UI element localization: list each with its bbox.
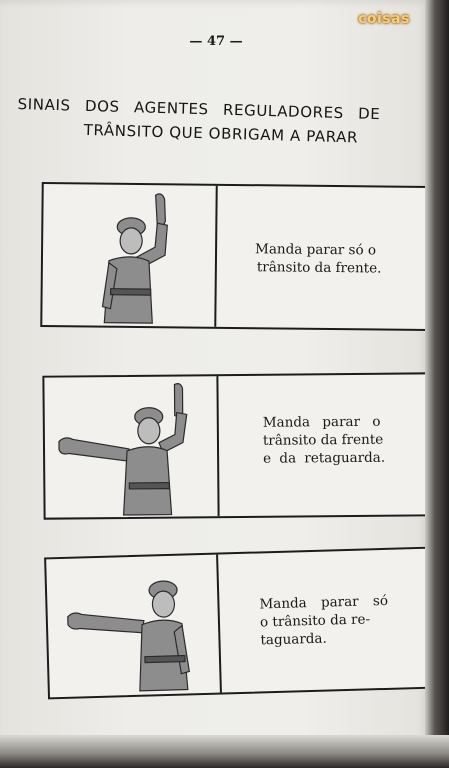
- traffic-officer-one-arm-raised-illustration: [46, 184, 217, 326]
- book-gutter-shadow: [425, 0, 449, 768]
- page-title: [17, 92, 438, 152]
- page-bottom-edge: [0, 735, 449, 768]
- signal-panel-2: [42, 372, 432, 519]
- title-line-1: SINAIS DOS AGENTES REGULADORES DE: [17, 94, 381, 124]
- title-line-2: TRÂNSITO QUE OBRIGAM A PARAR: [83, 120, 359, 147]
- signal-panel-3: [44, 547, 436, 700]
- signal-caption-1: Manda parar só o trânsito da frente.: [254, 241, 382, 277]
- signal-caption-2: Manda parar o trânsito da frente e da retaguarda.: [262, 413, 386, 467]
- page-number: — 47 —: [189, 34, 243, 49]
- watermark-logo: coisas: [358, 11, 410, 27]
- signal-caption-3: Manda parar só o trânsito da re- taguarda.: [259, 592, 389, 649]
- traffic-officer-arm-out-illustration: [50, 554, 226, 695]
- signal-panel-1: [40, 182, 431, 331]
- panel-divider: [214, 186, 217, 327]
- traffic-officer-arm-up-and-out-illustration: [48, 376, 221, 517]
